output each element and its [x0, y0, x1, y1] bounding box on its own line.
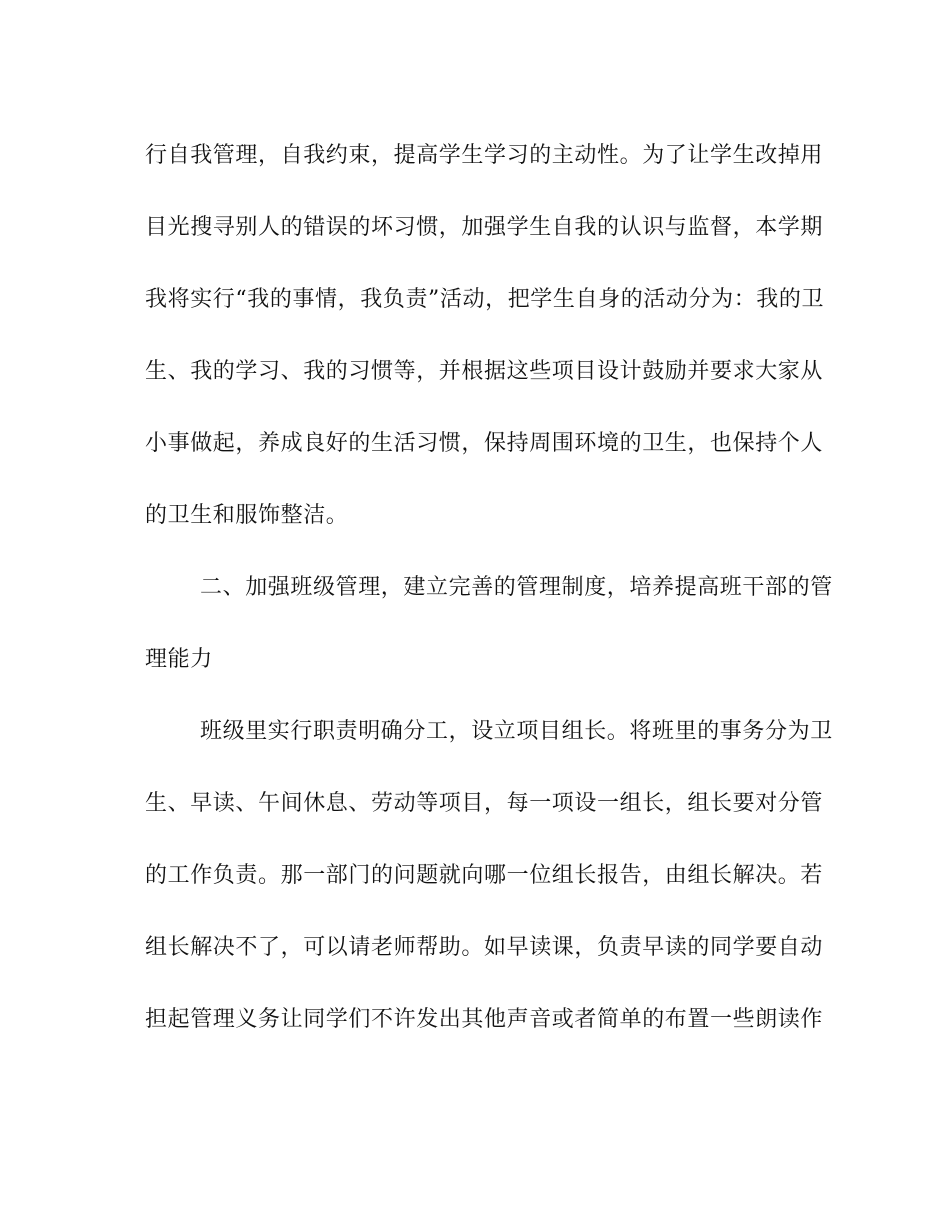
paragraph-line: 生、早读、午间休息、劳动等项目，每一项设一组长，组长要对分管: [145, 791, 824, 816]
section-heading-line: 二、加强班级管理，建立完善的管理制度，培养提高班干部的管: [200, 575, 833, 600]
paragraph-line: 班级里实行职责明确分工，设立项目组长。将班里的事务分为卫: [200, 719, 833, 744]
paragraph-line: 小事做起，养成良好的生活习惯，保持周围环境的卫生，也保持个人: [145, 431, 824, 456]
paragraph-line: 生、我的学习、我的习惯等，并根据这些项目设计鼓励并要求大家从: [145, 359, 824, 384]
paragraph-line: 的工作负责。那一部门的问题就向哪一位组长报告，由组长解决。若: [145, 863, 824, 888]
paragraph-line: 目光搜寻别人的错误的坏习惯，加强学生自我的认识与监督，本学期: [145, 215, 824, 240]
section-heading-line: 理能力: [145, 647, 213, 672]
paragraph-line: 组长解决不了，可以请老师帮助。如早读课，负责早读的同学要自动: [145, 935, 824, 960]
paragraph-line: 我将实行“我的事情，我负责”活动，把学生自身的活动分为：我的卫: [145, 287, 825, 312]
paragraph-line: 担起管理义务让同学们不许发出其他声音或者简单的布置一些朗读作: [145, 1007, 824, 1032]
paragraph-line: 行自我管理，自我约束，提高学生学习的主动性。为了让学生改掉用: [145, 143, 824, 168]
paragraph-line: 的卫生和服饰整洁。: [145, 503, 349, 528]
